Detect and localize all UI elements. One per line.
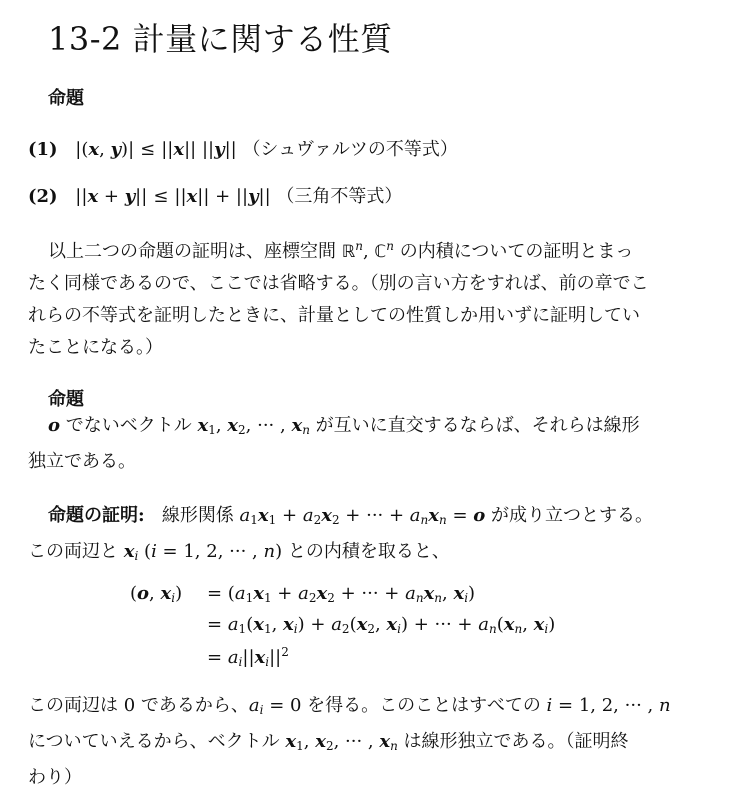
proof-heading: 命題の証明: <box>48 505 145 526</box>
item-name: （シュヴァルツの不等式） <box>242 139 458 160</box>
text-line: o でないベクトル $x_1$, $x_2$, ··· , $x_n$ が互いに直交するならば、それらは線形 <box>48 415 640 437</box>
orthogonal-proposition-statement <box>28 410 718 478</box>
triangle-inequality-formula: ||x + y|| ≤ ||x|| + ||y|| <box>75 186 271 207</box>
equation-line-2: = $a_1(x_1$, $x_i) + a_2(x_2$, $x_i$) + ··· + $a_n(x_n$, $x_i$) <box>207 614 556 636</box>
item-number: (2) <box>28 186 58 207</box>
text-line: れらの不等式を証明したときに、計量としての性質しか用いずに証明してい <box>28 305 640 326</box>
equation-lhs: (o, $x_i$) <box>130 583 183 605</box>
proposition-heading: 命題 <box>48 88 84 109</box>
text-line: 独立である。 <box>28 451 136 472</box>
text-line: わり） <box>28 767 82 788</box>
proposition-heading: 命題 <box>48 389 84 410</box>
remark-paragraph <box>28 230 718 364</box>
text-line: この両辺と $x_i$ (i = 1, 2, ··· , n) との内積を取ると、 <box>28 541 450 563</box>
item-number: (1) <box>28 139 58 160</box>
text-line: たく同様であるので、ここでは省略する。（別の言い方をすれば、前の章でこ <box>28 273 649 294</box>
proof-intro <box>28 500 718 572</box>
proposition-item-1 <box>28 135 458 161</box>
proposition-item-2 <box>28 182 402 208</box>
equation-line-3: = $a_i||x_i||^2$ <box>207 645 289 669</box>
text-line: 以上二つの命題の証明は、座標空間 ℝ$^n$, ℂ$^n$ の内積についての証明とまっ <box>48 239 634 262</box>
text-line: この両辺は 0 であるから、$a_i = 0$ を得る。このことはすべての i = 1, 2, ··· , n <box>28 695 671 717</box>
item-name: （三角不等式） <box>276 186 403 207</box>
equation-line-1: = ($a_1x_1 + a_2x_2$ + ··· + $a_nx_n$, $x_i$) <box>207 583 476 605</box>
proof-conclusion <box>28 690 718 794</box>
text-line: 命題の証明: 線形関係 $a_1x_1 + a_2x_2$ + ··· + $a_nx_n = o$ が成り立つとする。 <box>48 505 654 527</box>
section-title: 13-2 計量に関する性質 <box>48 20 393 58</box>
text-line: についていえるから、ベクトル $x_1$, $x_2$, ··· , $x_n$ は線形独立である。（証明終 <box>28 731 629 753</box>
text-line: たことになる。） <box>28 337 163 358</box>
schwarz-inequality-formula: |(x, y)| ≤ ||x|| ||y|| <box>75 139 237 160</box>
